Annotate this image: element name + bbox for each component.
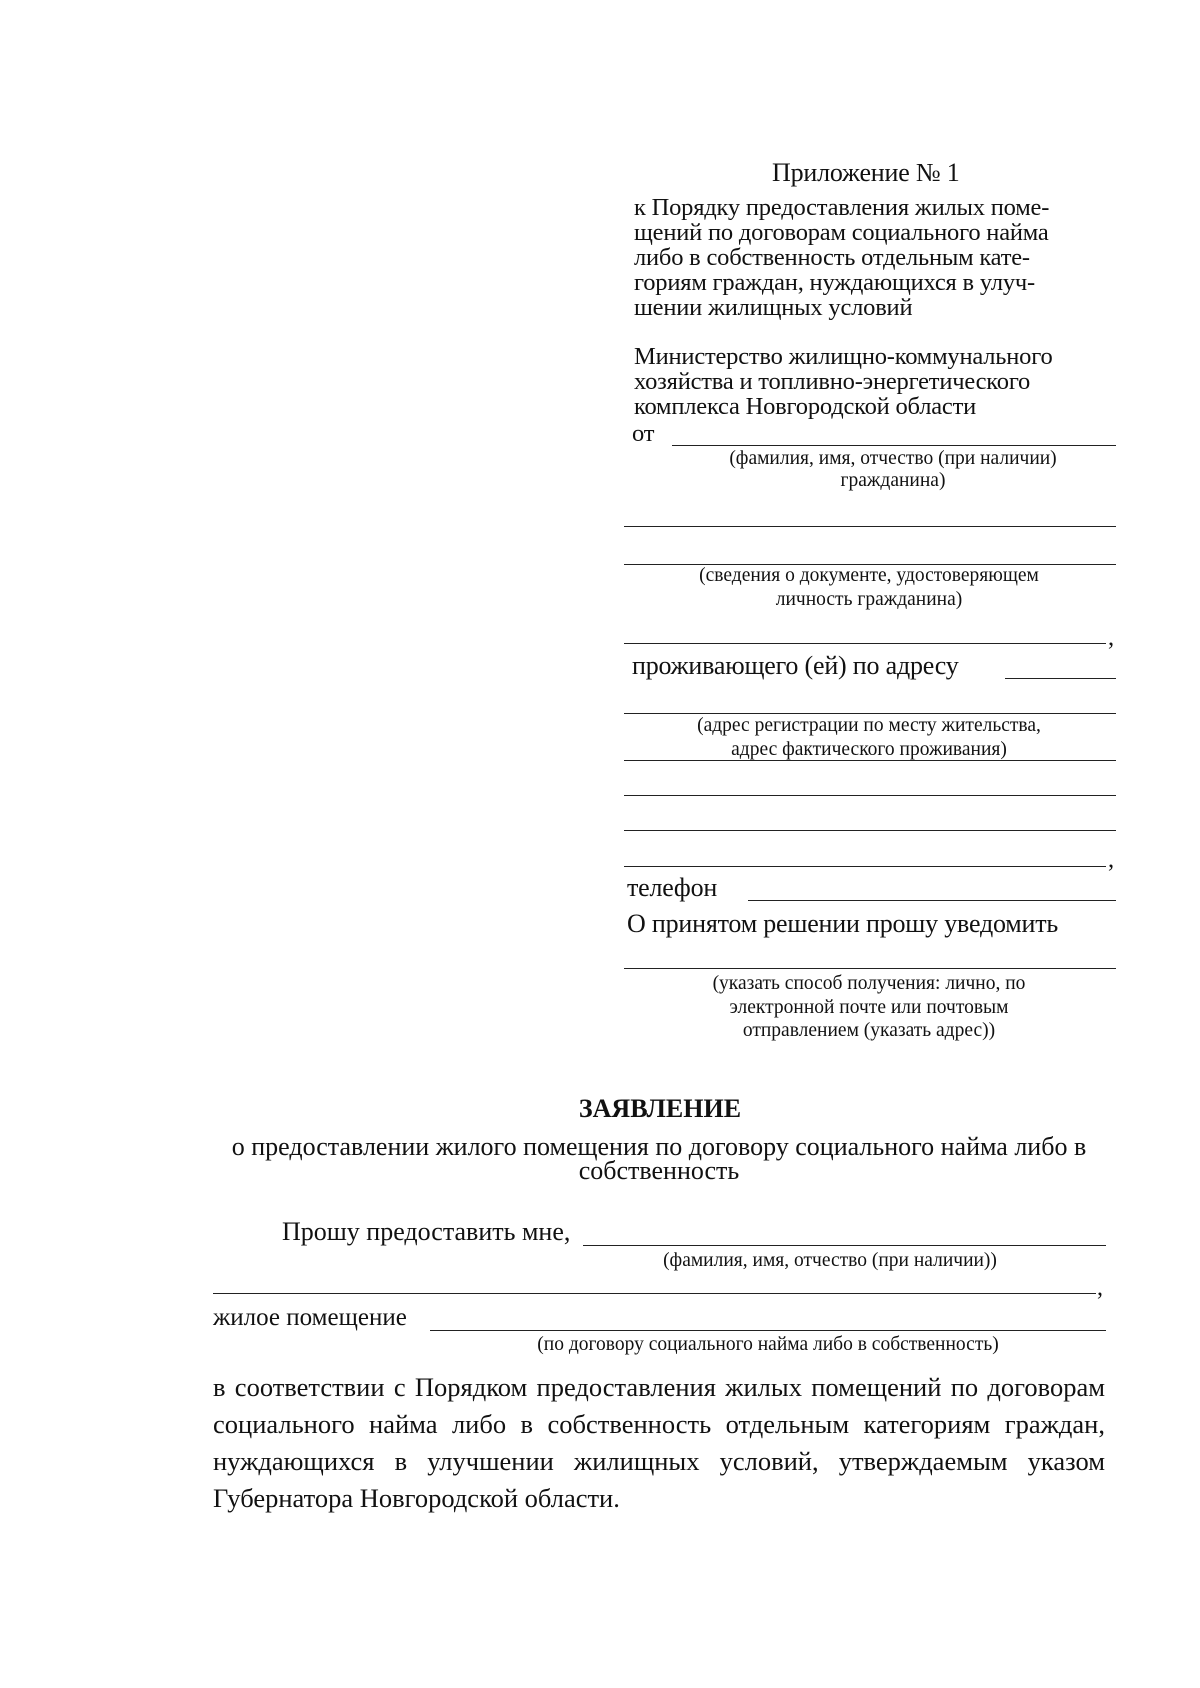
phone-line[interactable] bbox=[748, 900, 1116, 901]
appendix-title: Приложение № 1 bbox=[772, 158, 960, 187]
name-caption: (фамилия, имя, отчество (при наличии) bbox=[729, 448, 1057, 469]
address-line[interactable] bbox=[624, 713, 1116, 714]
address-line-short[interactable] bbox=[1005, 678, 1116, 679]
ministry-line: комплекса Новгородской области bbox=[634, 393, 977, 420]
notify-caption: электронной почте или почтовым bbox=[729, 997, 1009, 1018]
comma: , bbox=[1108, 846, 1114, 873]
premises-caption: (по договору социального найма либо в собственность) bbox=[537, 1334, 999, 1355]
applicant-line[interactable] bbox=[624, 526, 1116, 527]
body-line: в соответствии с Порядком предоставления жилых помещений по договорам bbox=[213, 1372, 1105, 1402]
request-name-line[interactable] bbox=[583, 1245, 1106, 1246]
id-document-line-2[interactable] bbox=[624, 643, 1106, 644]
comma: , bbox=[1097, 1275, 1103, 1301]
phone-label: телефон bbox=[627, 873, 718, 902]
body-line: Губернатора Новгородской области. bbox=[213, 1483, 620, 1513]
residing-label: проживающего (ей) по адресу bbox=[632, 651, 959, 680]
body-line: нуждающихся в улучшении жилищных условий, утверждаемым указом bbox=[213, 1446, 1105, 1476]
statement-subtitle: собственность bbox=[578, 1156, 740, 1185]
ministry-line: Министерство жилищно-коммунального bbox=[634, 343, 1053, 370]
address-line[interactable] bbox=[624, 866, 1106, 867]
address-line[interactable] bbox=[624, 760, 1116, 761]
appendix-line: щений по договорам социального найма bbox=[634, 219, 1049, 246]
appendix-line: к Порядку предоставления жилых поме- bbox=[634, 194, 1050, 221]
notify-label: О принятом решении прошу уведомить bbox=[627, 909, 1059, 938]
applicant-name-line[interactable] bbox=[672, 445, 1116, 446]
from-label: от bbox=[632, 420, 655, 447]
id-doc-caption: личность гражданина) bbox=[775, 589, 963, 610]
id-doc-caption: (сведения о документе, удостоверяющем bbox=[699, 565, 1039, 586]
comma: , bbox=[1108, 624, 1114, 651]
address-caption: (адрес регистрации по месту жительства, bbox=[697, 715, 1041, 736]
statement-title: ЗАЯВЛЕНИЕ bbox=[578, 1094, 742, 1123]
notify-caption: отправлением (указать адрес)) bbox=[742, 1020, 996, 1041]
premises-label: жилое помещение bbox=[213, 1304, 407, 1331]
body-line: социального найма либо в собственность отдельным категориям граждан, bbox=[213, 1409, 1105, 1439]
name-caption: гражданина) bbox=[840, 470, 946, 491]
notify-line[interactable] bbox=[624, 968, 1116, 969]
ministry-line: хозяйства и топливно-энергетического bbox=[634, 368, 1031, 395]
address-caption: адрес фактического проживания) bbox=[731, 739, 1007, 760]
statement-subtitle: о предоставлении жилого помещения по договору социального найма либо в bbox=[231, 1132, 1087, 1161]
address-line[interactable] bbox=[624, 795, 1116, 796]
request-name-line-2[interactable] bbox=[213, 1293, 1096, 1294]
address-line[interactable] bbox=[624, 830, 1116, 831]
appendix-line: шении жилищных условий bbox=[634, 294, 913, 321]
request-label: Прошу предоставить мне, bbox=[282, 1217, 571, 1246]
request-caption: (фамилия, имя, отчество (при наличии)) bbox=[663, 1250, 997, 1271]
appendix-line: либо в собственность отдельным кате- bbox=[634, 244, 1030, 271]
premises-line[interactable] bbox=[430, 1330, 1106, 1331]
appendix-line: гориям граждан, нуждающихся в улуч- bbox=[634, 269, 1035, 296]
notify-caption: (указать способ получения: лично, по bbox=[712, 973, 1026, 994]
